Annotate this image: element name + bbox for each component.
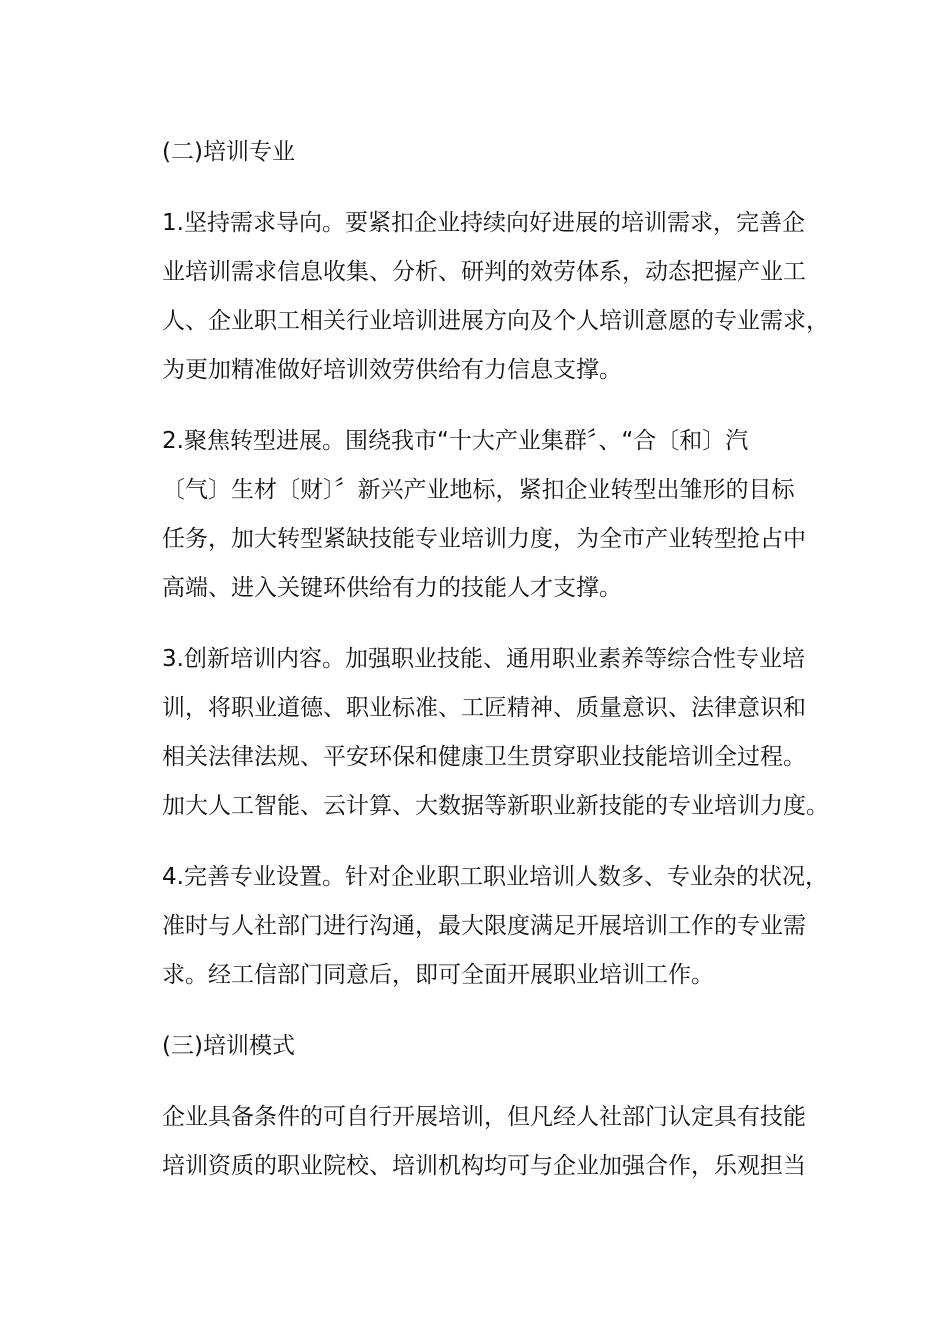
text-line: 训，将职业道德、职业标准、工匠精神、质量意识、法律意识和 xyxy=(162,695,806,721)
text-line: 高端、进入关键环供给有力的技能人才支撑。 xyxy=(162,575,622,601)
text-line: 企业具备条件的可自行开展培训，但凡经人社部门认定具有技能 xyxy=(162,1104,806,1130)
text-line: 求。经工信部门同意后，即可全面开展职业培训工作。 xyxy=(162,962,714,988)
text-line: 培训资质的职业院校、培训机构均可与企业加强合作，乐观担当 xyxy=(162,1153,806,1179)
text-line: 人、企业职工相关行业培训进展方向及个人培训意愿的专业需求， xyxy=(162,308,829,334)
text-line: 3.创新培训内容。加强职业技能、通用职业素养等综合性专业培 xyxy=(162,646,805,672)
text-line: 2.聚焦转型进展。围绕我市“十大产业集群〞、“合〔和〕汽 xyxy=(162,428,749,454)
text-line: 〔气〕生材〔财〕〞新兴产业地标，紧扣企业转型出雏形的目标 xyxy=(162,477,795,503)
paragraph-major-settings xyxy=(162,853,828,1000)
text-line: 准时与人社部门进行沟通，最大限度满足开展培训工作的专业需 xyxy=(162,913,806,939)
text-line: 相关法律法规、平安环保和健康卫生贯穿职业技能培训全过程。 xyxy=(162,744,806,770)
paragraph-demand-orientation xyxy=(162,199,829,395)
text-line: 4.完善专业设置。针对企业职工职业培训人数多、专业杂的状况， xyxy=(162,864,828,890)
text-line: 任务，加大转型紧缺技能专业培训力度，为全市产业转型抢占中 xyxy=(162,526,806,552)
text-line: 为更加精准做好培训效劳供给有力信息支撑。 xyxy=(162,357,622,383)
text-line: 业培训需求信息收集、分析、研判的效劳体系，动态把握产业工 xyxy=(162,259,806,285)
paragraph-training-mode xyxy=(162,1093,806,1191)
text-line: 加大人工智能、云计算、大数据等新职业新技能的专业培训力度。 xyxy=(162,793,829,819)
document-body xyxy=(162,128,829,1213)
paragraph-transformation-focus xyxy=(162,417,806,613)
text-line: 1.坚持需求导向。要紧扣企业持续向好进展的培训需求，完善企 xyxy=(162,210,805,236)
section-heading-training-majors: (二)培训专业 xyxy=(162,139,295,165)
paragraph-training-content xyxy=(162,635,829,831)
section-heading-training-mode: (三)培训模式 xyxy=(162,1033,295,1059)
